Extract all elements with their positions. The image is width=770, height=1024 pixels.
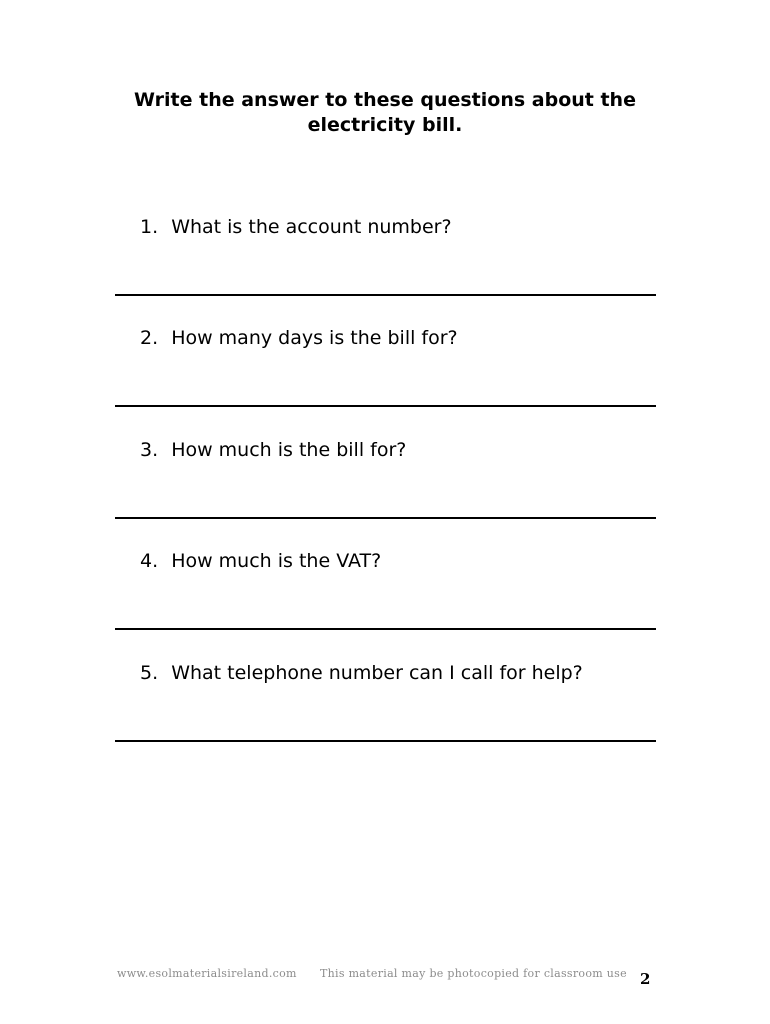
question-number: 3. — [140, 439, 159, 461]
title-line-1: Write the answer to these questions about the — [134, 89, 636, 111]
page-number: 2 — [640, 970, 651, 988]
question-4 — [140, 549, 381, 573]
answer-line-5[interactable] — [115, 740, 656, 742]
question-text: What is the account number? — [171, 216, 452, 238]
answer-line-4[interactable] — [115, 628, 656, 630]
question-1 — [140, 215, 452, 239]
question-number: 4. — [140, 550, 159, 572]
question-2 — [140, 326, 458, 350]
answer-line-1[interactable] — [115, 294, 656, 296]
question-number: 1. — [140, 216, 159, 238]
page-title — [0, 88, 770, 138]
question-text: How much is the bill for? — [171, 439, 407, 461]
question-text: How much is the VAT? — [171, 550, 382, 572]
footer-notice: This material may be photocopied for classroom use — [320, 967, 627, 980]
answer-line-3[interactable] — [115, 517, 656, 519]
footer-website: www.esolmaterialsireland.com — [117, 967, 297, 980]
question-3 — [140, 438, 406, 462]
question-text: What telephone number can I call for help? — [171, 662, 583, 684]
answer-line-2[interactable] — [115, 405, 656, 407]
question-5 — [140, 661, 583, 685]
question-number: 5. — [140, 662, 159, 684]
title-line-2: electricity bill. — [307, 114, 463, 136]
question-text: How many days is the bill for? — [171, 327, 458, 349]
question-number: 2. — [140, 327, 159, 349]
